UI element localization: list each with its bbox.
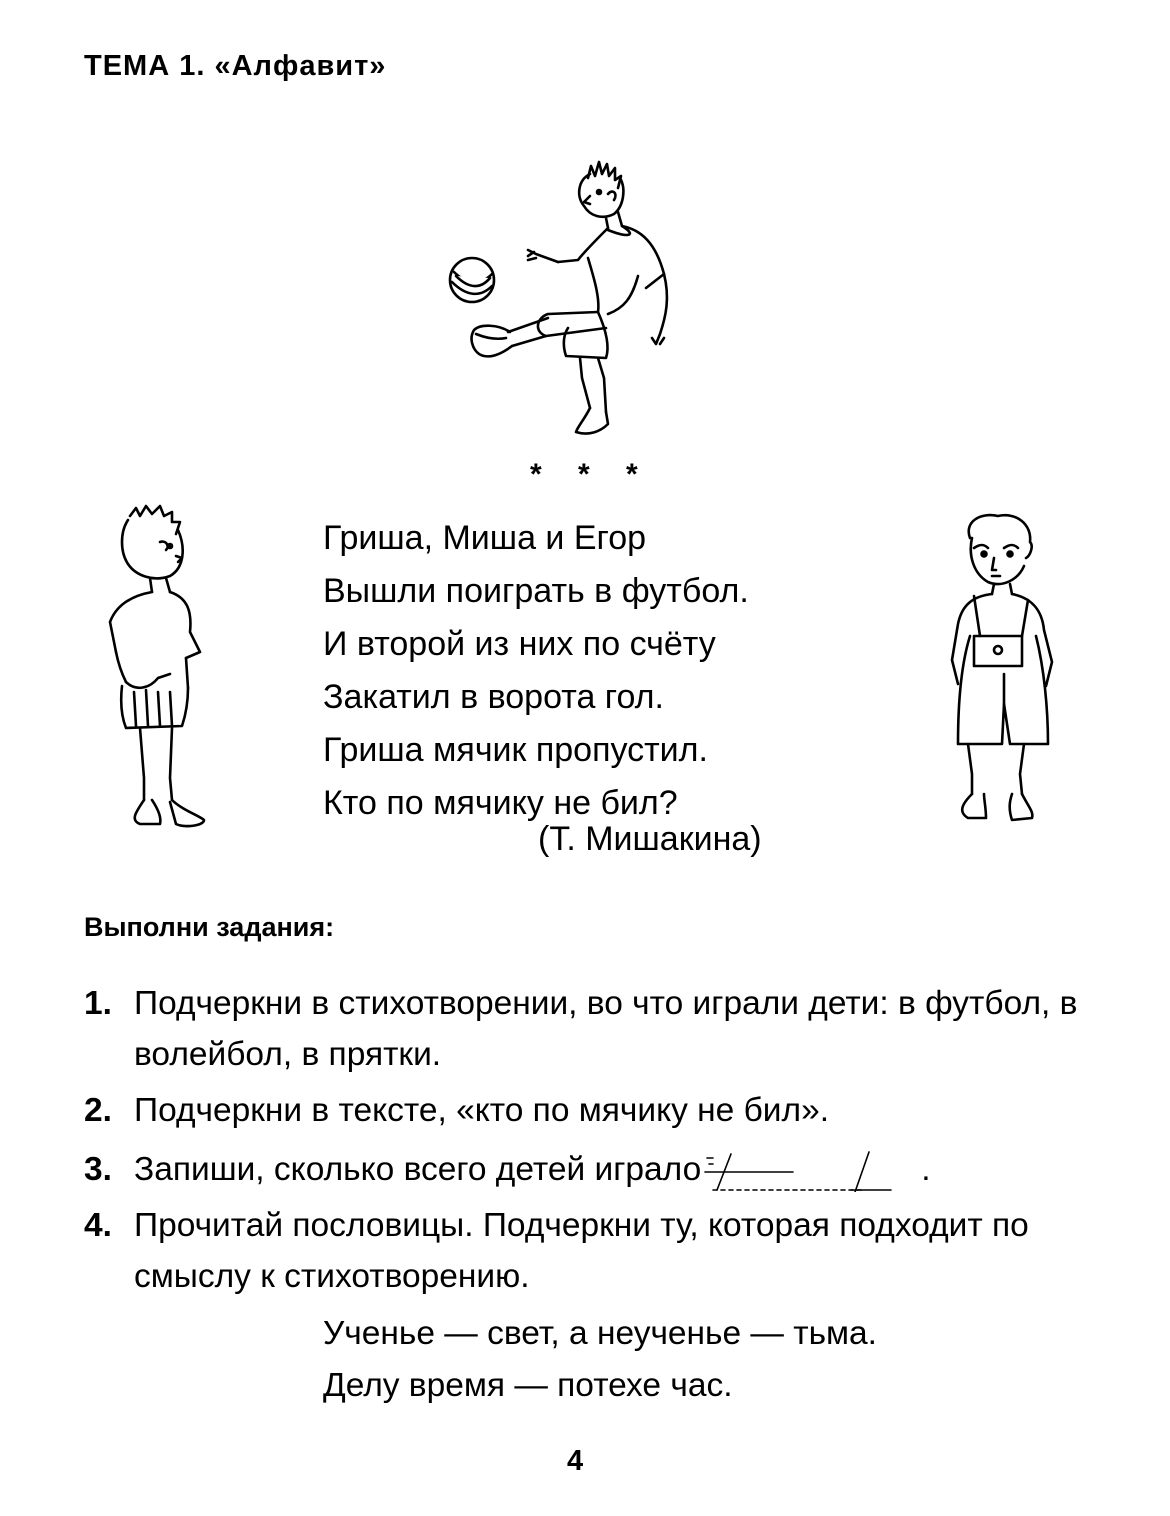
task-number: 1.: [84, 985, 112, 1022]
poem-author: (Т. Мишакина): [538, 820, 762, 858]
task-item-1: [84, 978, 1084, 1080]
task-text: Подчеркни в стихотворении, во что играли дети: в футбол, в волейбол, в прятки.: [134, 985, 1078, 1073]
poem-line: И второй из них по счёту: [323, 625, 716, 663]
poem: [323, 512, 749, 830]
poem-line: Вышли поиграть в футбол.: [323, 572, 749, 610]
task-item-4: [84, 1200, 1084, 1302]
task-text: Запиши, сколько всего детей играло: [134, 1151, 702, 1188]
task-number: 3.: [84, 1151, 112, 1188]
poem-line: Гриша, Миша и Егор: [323, 519, 647, 557]
page-number: 4: [567, 1445, 584, 1477]
task-item-3: [84, 1144, 1084, 1195]
boy-kicking-ball-illustration: [438, 148, 688, 438]
proverb[interactable]: Ученье — свет, а неученье — тьма.: [323, 1315, 877, 1352]
task-number: 4.: [84, 1207, 112, 1244]
poem-line: Кто по мячику не бил?: [323, 784, 678, 822]
poem-line: Закатил в ворота гол.: [323, 678, 664, 716]
boy-left-illustration: [100, 502, 230, 832]
poem-line: Гриша мячик пропустил.: [323, 731, 708, 769]
boy-right-overalls-illustration: [944, 508, 1064, 838]
task-number: 2.: [84, 1092, 112, 1129]
answer-blank[interactable]: [701, 1154, 921, 1194]
task-text: Прочитай пословицы. Подчеркни ту, которая подходит по смыслу к стихотворению.: [134, 1207, 1029, 1295]
tasks-heading: Выполни задания:: [84, 912, 335, 942]
task-text: Подчеркни в тексте, «кто по мячику не бил».: [134, 1092, 830, 1129]
proverb[interactable]: Делу время — потехе час.: [323, 1367, 733, 1404]
poem-separator: * * *: [530, 458, 652, 491]
page-title: ТЕМА 1. «Алфавит»: [84, 50, 387, 82]
task-item-2: [84, 1085, 1084, 1136]
task-end-punctuation: .: [921, 1151, 931, 1188]
